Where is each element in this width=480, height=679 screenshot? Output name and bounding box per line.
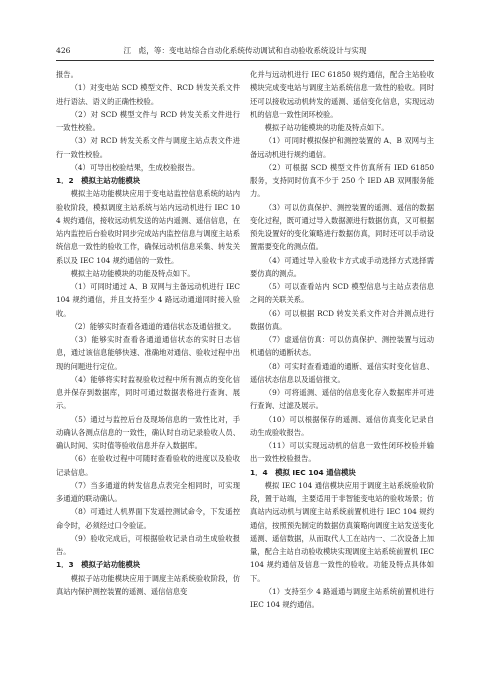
paragraph: （1）支持至少 4 路遥通与调度主站系统前置机进行 IEC 104 规约通信。 xyxy=(250,586,434,609)
paragraph: 模拟主站功能模块的功能及特点如下。 xyxy=(70,268,195,278)
paragraph: （3）可以仿真保护、测控装置的遥测、遥信的数据变化过程，既可通过导入数据源进行数据仿真，又可根据预先设置好的变化策略进行数据仿真，同时还可以手动设置需要变化的测点值。 xyxy=(250,202,434,252)
header-rule xyxy=(56,60,434,61)
paragraph: （2）能够实时查看各通道的通信状态及通信报文。 xyxy=(70,321,236,331)
paragraph: （3）能够实时查看各通道通信状态的实时日志信息，通过该信息能够快速、准确地对通信、验收过程中出现的问题进行定位。 xyxy=(56,335,240,371)
paragraph: （7）虚遥信仿真：可以仿真保护、测控装置与远动机通信的通断状态。 xyxy=(250,335,434,358)
paragraph: （1）可同时通过 A、B 双网与主备远动机进行 IEC 104 规约通信，并且支持至少 4 路远动通道同时接入验收。 xyxy=(56,282,240,318)
section-heading: 1．3 模拟子站功能模块 xyxy=(56,560,141,570)
paragraph: （7）当多通道的转发信息点表完全相同时，可实现多通道的联动确认。 xyxy=(56,480,240,503)
paragraph: （1）可同时模拟保护和测控装置的 A、B 双网与主备远动机进行规约通信。 xyxy=(250,136,434,159)
paragraph: （6）可以根据 RCD 转发关系文件对合并测点进行数据仿真。 xyxy=(250,308,434,331)
paragraph: （11）可以实现远动机的信息一致性闭环校验并输出一致性校验报告。 xyxy=(250,441,434,464)
paragraph: （9）可将遥测、遥信的信息变化存入数据库并可进行查询、过滤及展示。 xyxy=(250,388,434,411)
page-number: 426 xyxy=(56,46,71,55)
paragraph: （1）对变电站 SCD 模型文件、RCD 转发关系文件进行语法、语义的正确性校验。 xyxy=(56,83,240,106)
running-header xyxy=(56,44,434,57)
section-heading: 1．4 模拟 IEC 104 通信模块 xyxy=(250,467,356,477)
left-column xyxy=(56,68,240,598)
paragraph: 模拟 IEC 104 通信模块应用于调度主站系统验收阶段，置于站端，主要适用于非智能变电站的验收场景；仿真站内远动机与调度主站系统前置机进行 IEC 104 规约通信，按照预先制定的数据仿真策略向调度主站发送变化遥测、遥信数据，从而取代人工在站内一、二次设备上加量，配合主站自动验收模块实现调度主站系统前置机 IEC 104 规约通信及信息一致性的验收。功能及特点具体如下。 xyxy=(250,480,434,583)
paragraph: 模拟子站功能模块应用于调度主站系统验收阶段，仿真站内保护测控装置的遥测、遥信信息变 xyxy=(56,573,240,596)
running-title: 江 彪，等：变电站综合自动化系统传动调试和自动验收系统设计与实现 xyxy=(123,46,367,55)
paragraph: （8）可通过人机界面下发遥控测试命令，下发遥控命令时，必须经过口令验证。 xyxy=(56,507,240,530)
paragraph: 化并与远动机进行 IEC 61850 规约通信，配合主站验收模块完成变电站与调度主站系统信息一致性的验收。同时还可以接收远动机转发的遥测、遥信变化信息，实现远动机的信息一致性闭环校验。 xyxy=(250,70,434,119)
paragraph: （8）可实时查看通道的通断、遥信实时变化信息、遥信状态信息以及遥信报文。 xyxy=(250,361,434,384)
paragraph: （9）验收完成后，可根据验收记录自动生成验收报告。 xyxy=(56,533,240,556)
paragraph: 模拟主站功能模块应用于变电站监控信息系统的站内验收阶段，模拟调度主站系统与站内远动机进行 IEC 104 规约通信，接收远动机发送的站内遥测、遥信信息，在站内监控后台验收时同步完成站内监控信息与调度主站系统信息一致性的验收工作，确保远动机信息采集、转发关系以及 IEC 104 规约通信的一致性。 xyxy=(56,189,240,265)
paragraph: （10）可以根据保存的遥测、遥信仿真变化记录自动生成验收报告。 xyxy=(250,414,434,437)
paragraph: （5）可以查看站内 SCD 模型信息与主站点表信息之间的关联关系。 xyxy=(250,282,434,305)
section-heading: 1．2 模拟主站功能模块 xyxy=(56,176,141,185)
paragraph: （4）能够将实时监视验收过程中所有测点的变化信息并保存到数据库，同时可通过数据表格进行查询、展示。 xyxy=(56,374,240,411)
paragraph: 报告。 xyxy=(56,70,78,79)
right-column xyxy=(250,68,434,611)
paragraph: （2）对 SCD 模型文件与 RCD 转发关系文件进行一致性校验。 xyxy=(56,109,240,132)
paragraph: （5）通过与监控后台及现场信息的一致性比对，手动确认各测点信息的一致性，确认时自动记录验收人员、确认时间、实时值等验收信息并存入数据库。 xyxy=(56,414,240,450)
paragraph: （4）可导出校验结果，生成校验报告。 xyxy=(70,162,200,172)
paragraph: （4）可通过导入验收卡方式或手动选择方式选择需要仿真的测点。 xyxy=(250,255,434,278)
paragraph: （3）对 RCD 转发关系文件与调度主站点表文件进行一致性校验。 xyxy=(56,136,240,159)
paragraph: （2）可根据 SCD 模型文件仿真所有 IED 61850 服务，支持同时仿真不少于 250 个 IED AB 双网服务能力。 xyxy=(250,162,434,199)
paragraph: 模拟子站功能模块的功能及特点如下。 xyxy=(264,123,389,132)
paragraph: （6）在验收过程中可随时查看验收的进度以及验收记录信息。 xyxy=(56,454,240,477)
